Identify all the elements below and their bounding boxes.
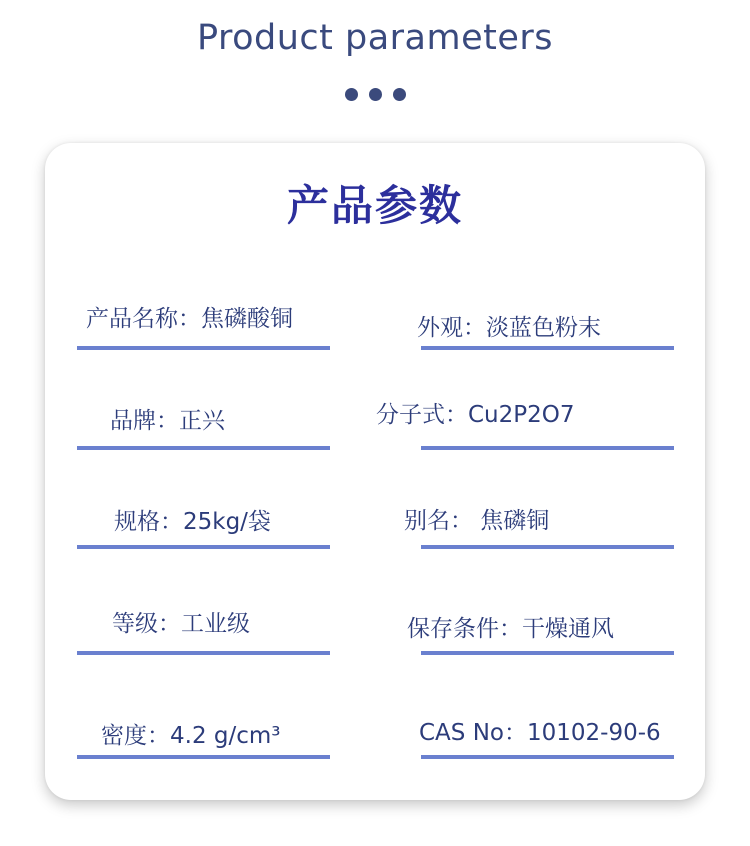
param-density (77, 699, 330, 759)
dot-icon (393, 88, 406, 101)
param-underline (77, 651, 330, 655)
param-text: 等级：工业级 (112, 611, 250, 637)
param-underline (77, 545, 330, 549)
param-spec (77, 489, 330, 549)
param-text: 保存条件：干燥通风 (407, 616, 614, 642)
param-underline (77, 446, 330, 450)
param-underline (421, 651, 674, 655)
param-brand (77, 390, 330, 450)
dots-decoration (0, 88, 750, 101)
param-underline (421, 545, 674, 549)
param-underline (421, 755, 674, 759)
card-title: 产品参数 (286, 181, 463, 230)
param-underline (421, 346, 674, 350)
param-underline (77, 346, 330, 350)
parameters-card (45, 143, 705, 800)
param-alias (404, 489, 674, 549)
param-formula (376, 390, 674, 450)
param-text: 分子式：Cu2P2O7 (376, 402, 575, 428)
param-grade (77, 595, 330, 655)
param-underline (421, 446, 674, 450)
param-text: 规格：25kg/袋 (114, 509, 271, 535)
param-text: CAS No：10102-90-6 (419, 720, 661, 746)
page-header-title: Product parameters (196, 18, 554, 58)
param-text: 别名： 焦磷铜 (404, 508, 550, 534)
param-text: 外观：淡蓝色粉末 (417, 315, 601, 341)
param-text: 品牌：正兴 (110, 408, 225, 434)
dot-icon (345, 88, 358, 101)
param-product-name (77, 290, 330, 350)
param-cas (421, 699, 674, 759)
param-storage (407, 595, 674, 655)
param-text: 产品名称：焦磷酸铜 (86, 306, 293, 332)
dot-icon (369, 88, 382, 101)
param-appearance (417, 290, 674, 350)
param-underline (77, 755, 330, 759)
param-text: 密度：4.2 g/cm³ (101, 723, 281, 749)
